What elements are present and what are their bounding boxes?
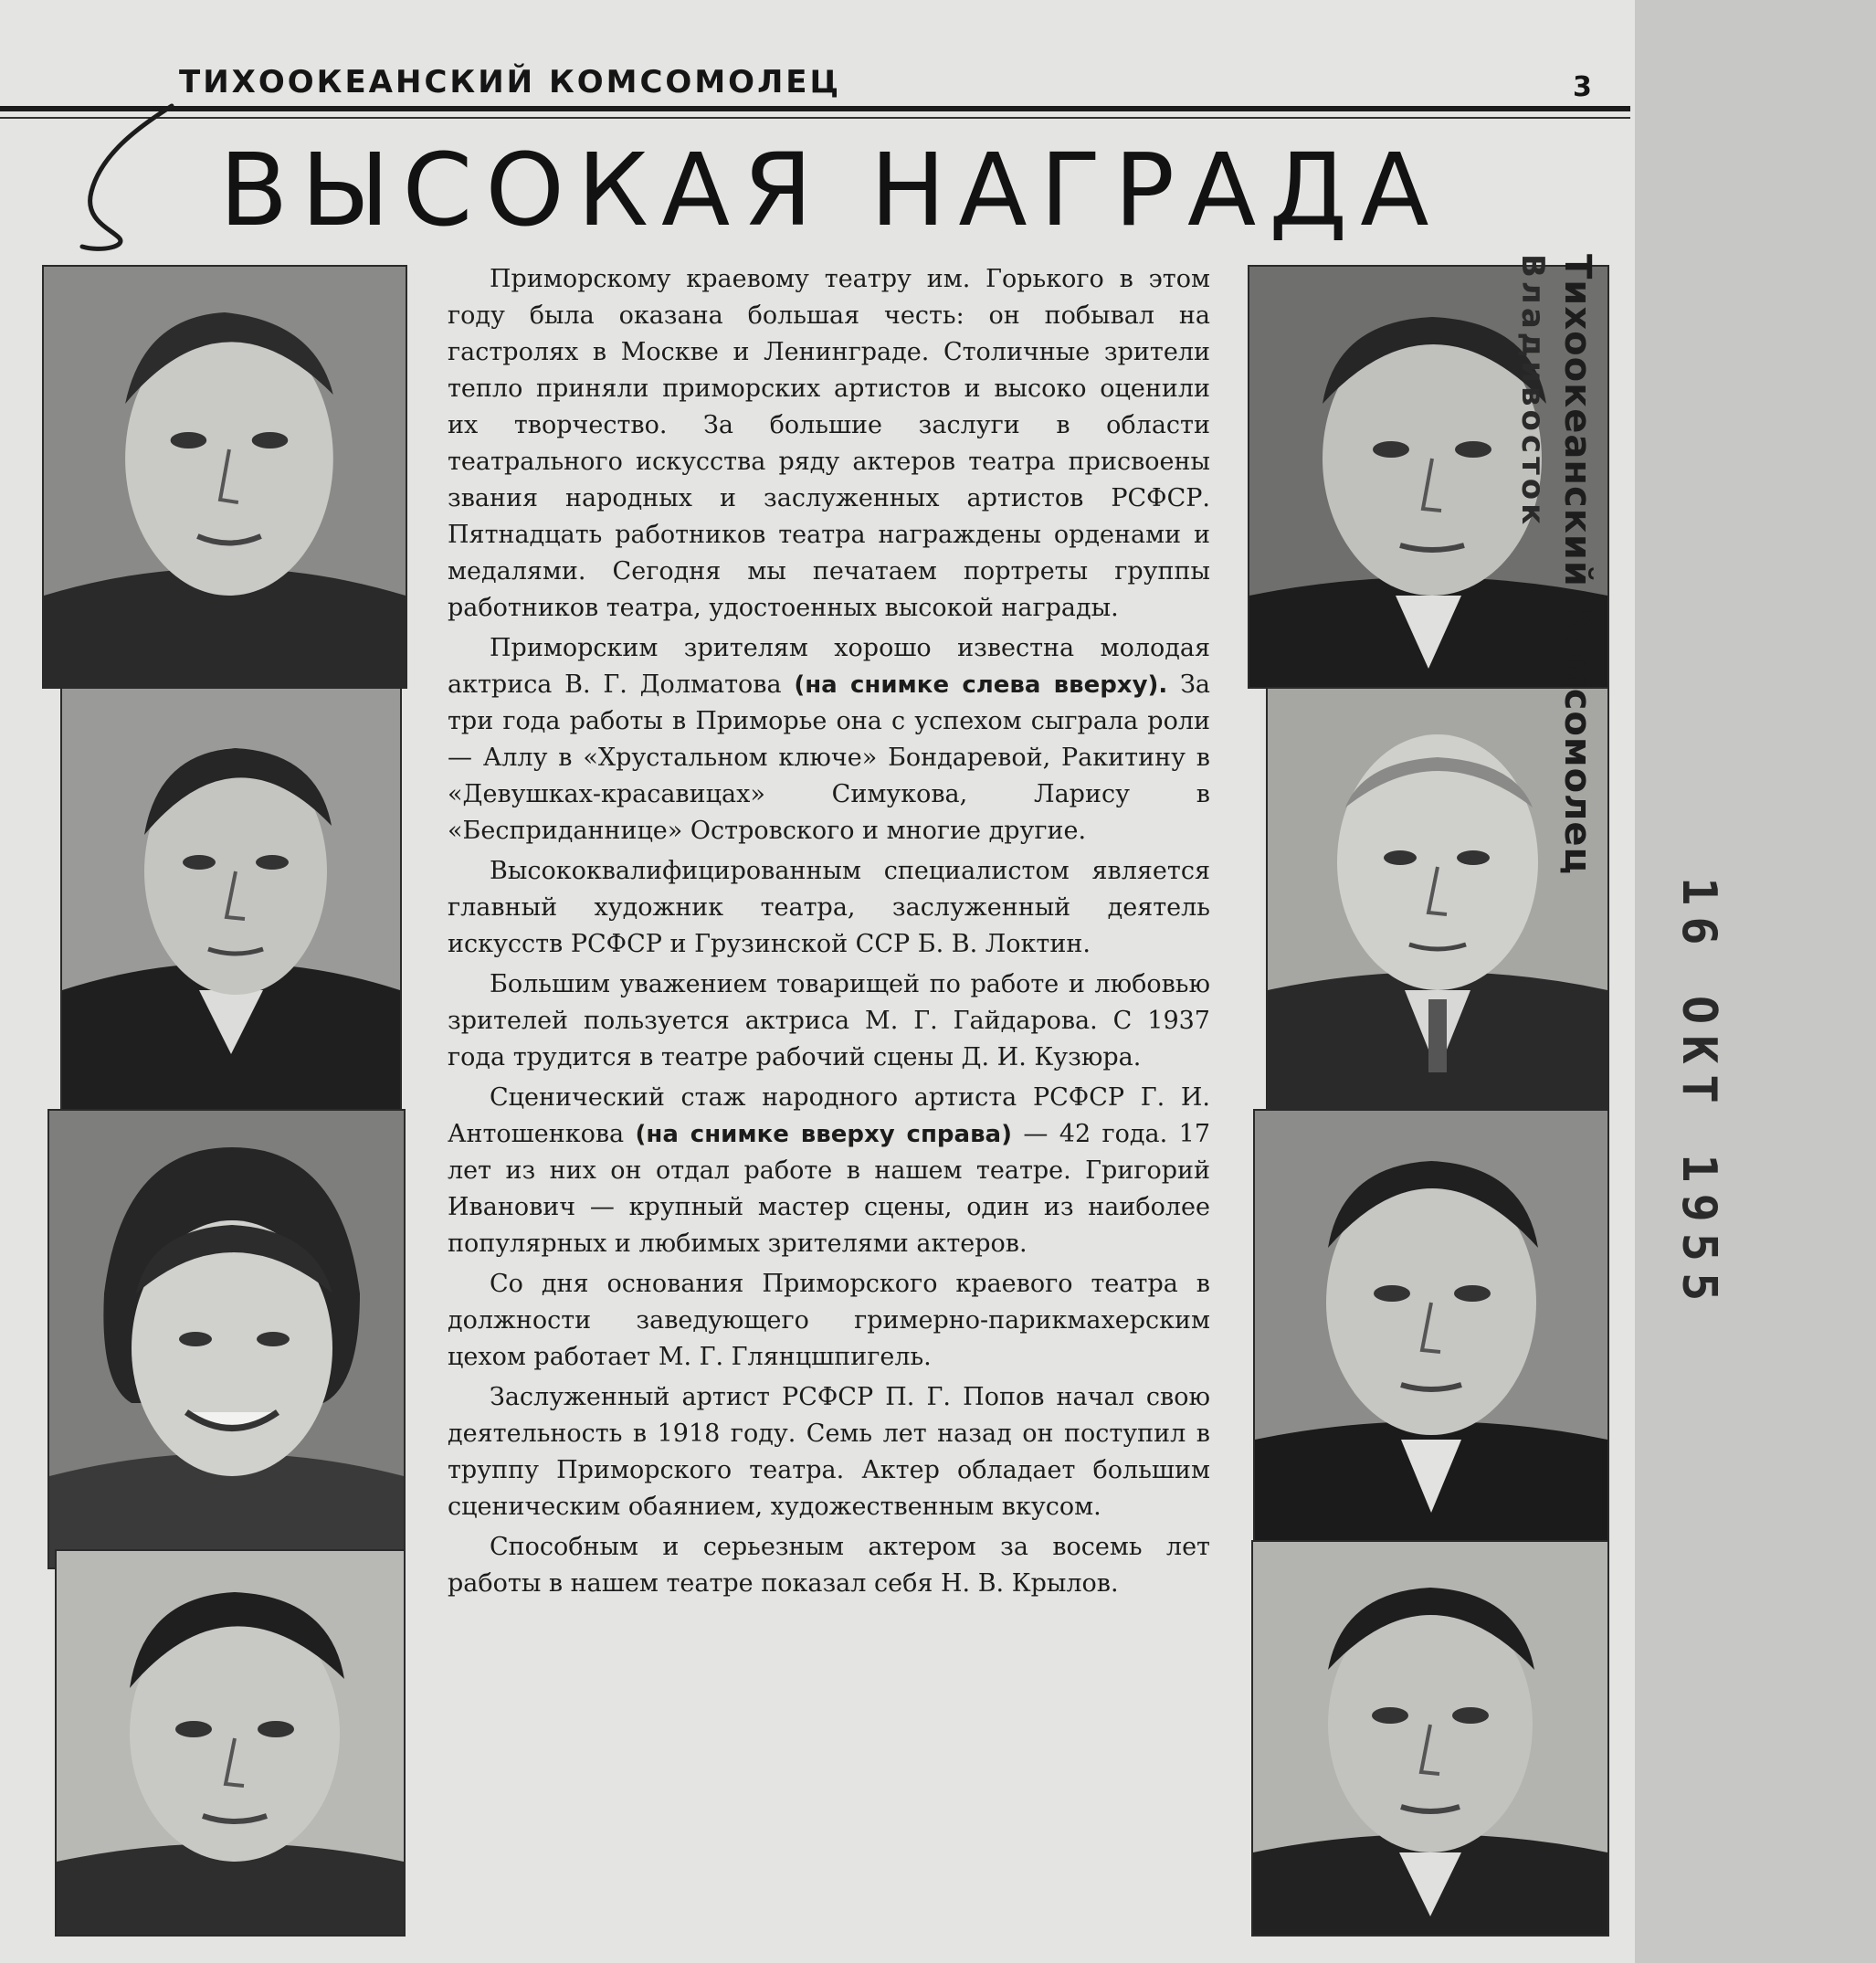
article-paragraph: Приморскому краевому театру им. Горького в этом году была оказана большая честь: он побывал на гастролях в Москве и Ленинграде. Столичные зрители тепло приняли приморских артистов и высоко оценили их творчество. За большие заслуги в области театрального искусства ряду актеров театра присвоены звания народных и заслуженных артистов РСФСР. Пятнадцать работников театра награждены орденами и медалями. Сегодня мы печатаем портреты группы работников театра, удостоенных высокой награды.: [448, 265, 1210, 622]
portrait-photo-icon: [60, 687, 402, 1111]
article-paragraph: Большим уважением товарищей по работе и любовью зрителей пользуется актриса М. Г. Гайдарова. С 1937 года трудится в театре рабочий сцены Д. И. Кузюра.: [448, 970, 1210, 1071]
paragraph-text: Сценический стаж народного артиста РСФСР Г. И. Антошенкова: [448, 1083, 1210, 1148]
article-body: [448, 261, 1210, 1606]
article-paragraph: Способным и серьезным актером за восемь лет работы в нашем театре показал себя Н. В. Крылов.: [448, 1533, 1210, 1598]
article-paragraph: Заслуженный артист РСФСР П. Г. Попов начал свою деятельность в 1918 году. Семь лет назад он поступил в труппу Приморского театра. Актер обладает большим сценическим обаянием, художественным вкусом.: [448, 1383, 1210, 1521]
article-headline: ВЫСОКАЯ НАГРАДА: [219, 132, 1442, 248]
masthead-rule-thin: [0, 117, 1630, 119]
portrait-photo-icon: [1251, 1540, 1609, 1937]
paragraph-text: Приморским зрителям хорошо известна молодая актриса В. Г. Долматова: [448, 634, 1210, 699]
paragraph-text: За три года работы в Приморье она с успехом сыграла роли — Аллу в «Хрустальном ключе» Бондаревой, Ракитину в «Девушках-красавицах» Симукова, Ларису в «Бесприданнице» Островского и многие другие.: [448, 670, 1210, 845]
article-paragraph: [448, 630, 1210, 850]
library-stamp: [1416, 254, 1598, 1350]
photo-caption-note: (на снимке вверху справа): [635, 1121, 1012, 1148]
photo-caption-note: (на снимке слева вверху).: [794, 671, 1168, 699]
portrait-photo-icon: [47, 1109, 406, 1569]
stamp-date: 16 ОКТ 1955: [1671, 877, 1726, 1313]
handwritten-mark-icon: [64, 100, 192, 256]
paragraph-text: — 42 года. 17 лет из них он отдал работе в нашем театре. Григорий Иванович — крупный мастер сцены, один из наиболее популярных и любимых зрителями актеров.: [448, 1120, 1210, 1258]
portrait-photo-icon: [55, 1549, 406, 1937]
article-paragraph: Высококвалифицированным специалистом является главный художник театра, заслуженный деятель искусств РСФСР и Грузинской ССР Б. В. Локтин.: [448, 857, 1210, 958]
article-paragraph: Со дня основания Приморского краевого театра в должности заведующего гримерно-парикмахерским цехом работает М. Г. Глянцшпигель.: [448, 1270, 1210, 1371]
newspaper-masthead: ТИХООКЕАНСКИЙ КОМСОМОЛЕЦ: [179, 64, 842, 100]
stamp-city: Владивосток: [1514, 254, 1551, 529]
page-number: 3: [1573, 71, 1592, 103]
portrait-photo-icon: [42, 265, 407, 689]
masthead-rule: [0, 106, 1630, 111]
article-paragraph: [448, 1080, 1210, 1262]
stamp-publication: Тихоокеанский Комсомолец: [1556, 254, 1598, 876]
